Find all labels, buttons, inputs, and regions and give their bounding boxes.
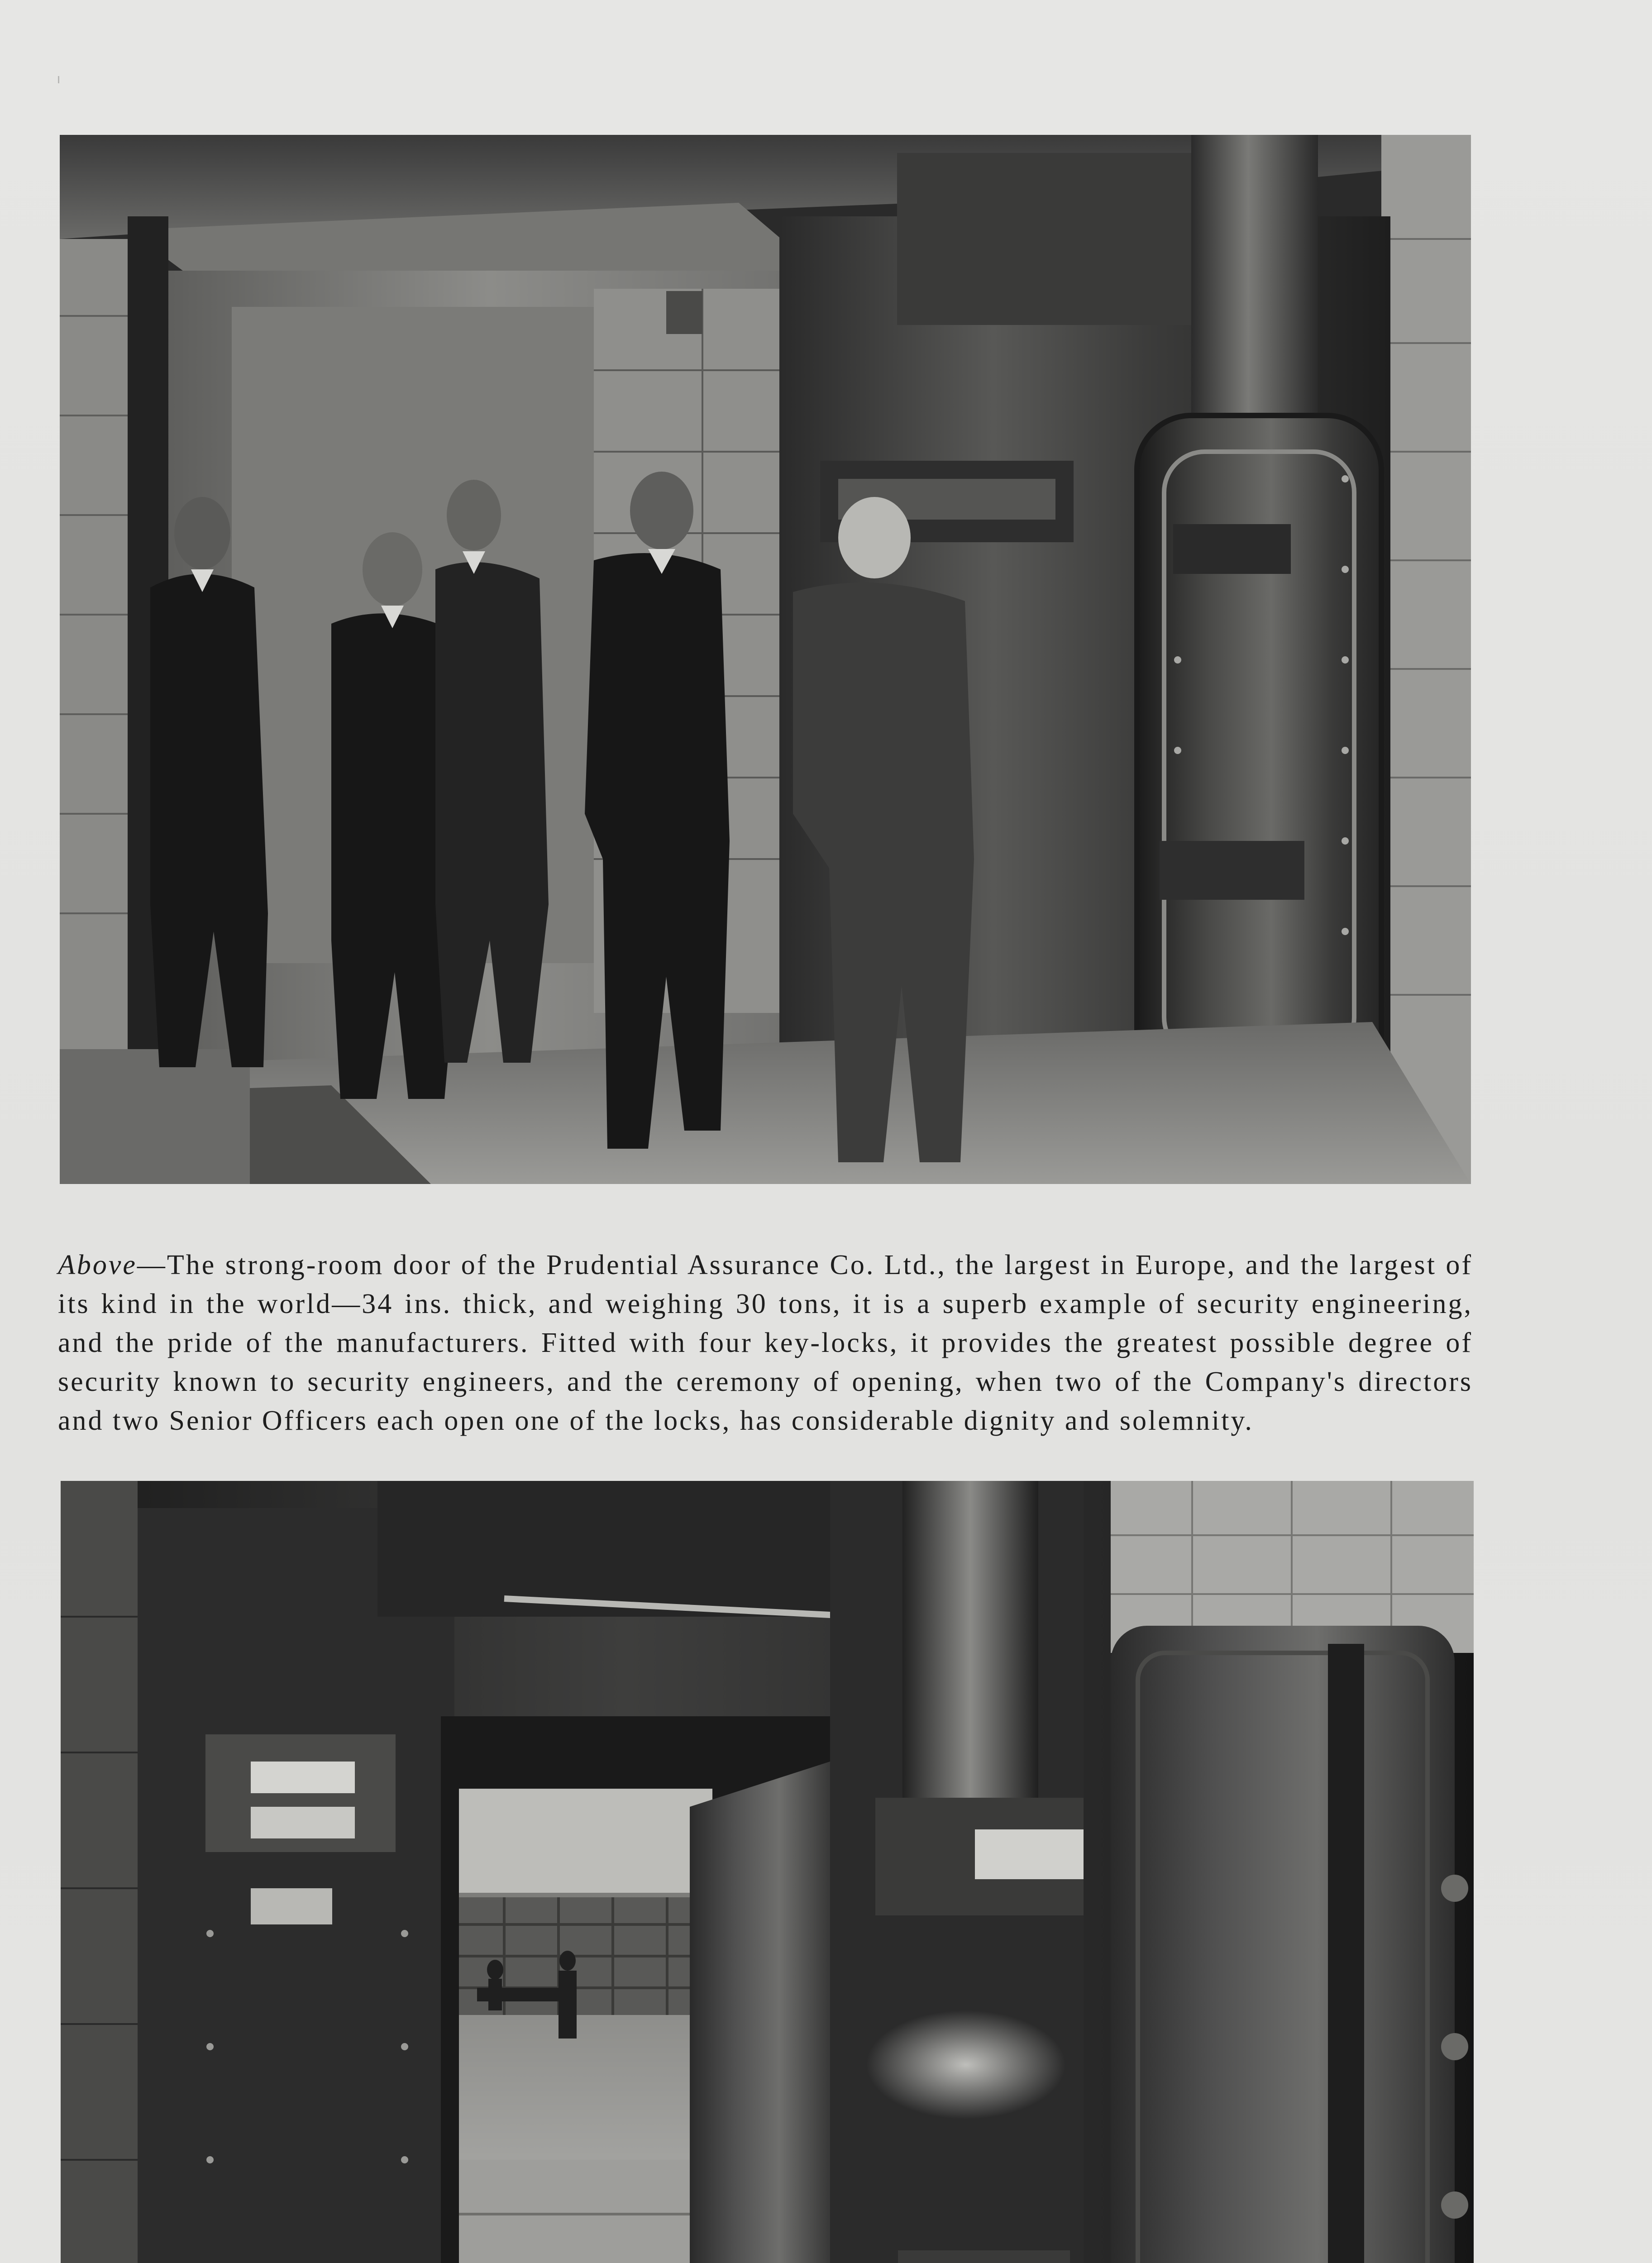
caption-lead: Above xyxy=(58,1250,137,1280)
caption-body: —The strong-room door of the Prudential Assurance Co. Ltd., the largest in Europe, and the largest of its kind in the world—34 ins. thick, and weighing 30 tons, it is a superb example of security engineering, and the pride of the manufacturers. Fitted with four key-locks, it provides the greatest possible degree of security known to security engineers, and the ceremony of opening, when two of the Company's directors and two Senior Officers each open one of the locks, has considerable dignity and solemnity. xyxy=(58,1250,1473,1436)
page-mark xyxy=(58,76,59,83)
photo-caption xyxy=(58,1246,1473,1440)
photo-top-illustration xyxy=(60,135,1471,1184)
photo-open-vault-door xyxy=(61,1481,1474,2263)
photo-bottom-illustration xyxy=(61,1481,1474,2263)
photo-strong-room-opening-ceremony xyxy=(60,135,1471,1184)
